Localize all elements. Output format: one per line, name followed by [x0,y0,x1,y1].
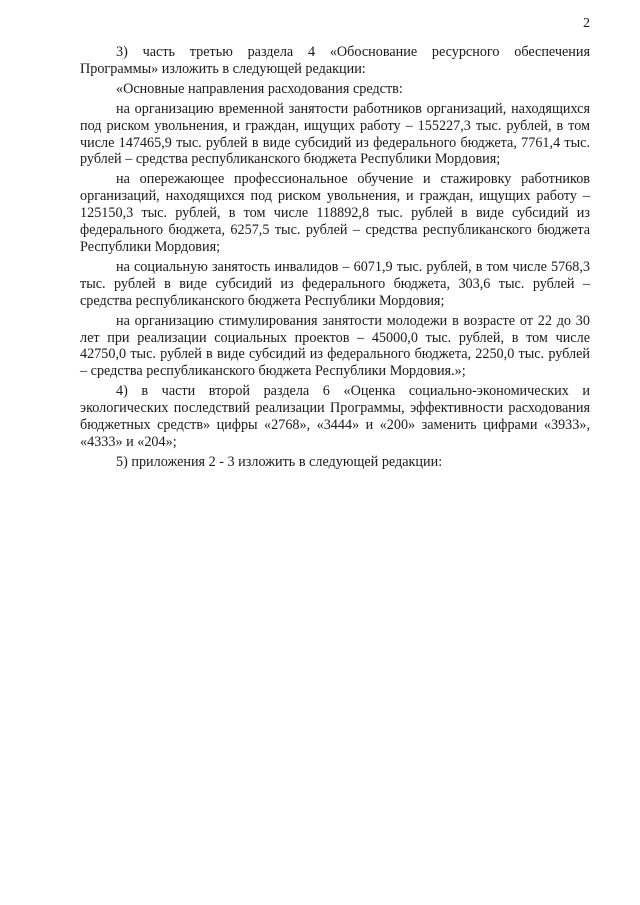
youth-employment-paragraph: на организацию стимулирования занятости молодежи в возрасте от 22 до 30 лет при реализации социальных проектов – 45000,0 тыс. рублей, в том числе 42750,0 тыс. рублей в виде субсидий из федерального бюджета, 2250,0 тыс. рублей – средства республиканского бюджета Республики Мордовия.»; [80,312,590,380]
temporary-employment-paragraph: на организацию временной занятости работников организаций, находящихся под риском увольнения, и граждан, ищущих работу – 155227,3 тыс. рублей, в том числе 147465,9 тыс. рублей в виде субсидий из федерального бюджета, 7761,4 тыс. рублей – средства республиканского бюджета Республики Мордовия; [80,100,590,168]
amendment-3-paragraph: 3) часть третью раздела 4 «Обоснование ресурсного обеспечения Программы» изложить в следующей редакции: [80,44,590,77]
advanced-training-paragraph: на опережающее профессиональное обучение и стажировку работников организаций, находящихся под риском увольнения, и граждан, ищущих работу – 125150,3 тыс. рублей, в том числе 118892,8 тыс. рублей в виде субсидий из федерального бюджета, 6257,5 тыс. рублей – средства республиканского бюджета Республики Мордовия; [80,171,590,255]
document-body [80,44,590,474]
page-number: 2 [583,16,590,31]
spending-directions-heading: «Основные направления расходования средств: [116,80,403,97]
amendment-5-paragraph: 5) приложения 2 - 3 изложить в следующей редакции: [116,453,443,470]
disabled-employment-paragraph: на социальную занятость инвалидов – 6071,9 тыс. рублей, в том числе 5768,3 тыс. рублей в виде субсидий из федерального бюджета, 303,6 тыс. рублей – средства республиканского бюджета Республики Мордовия; [80,258,590,309]
amendment-4-paragraph: 4) в части второй раздела 6 «Оценка социально-экономических и экологических последствий реализации Программы, эффективности расходования бюджетных средств» цифры «2768», «3444» и «200» заменить цифрами «3933», «4333» и «204»; [80,383,590,450]
